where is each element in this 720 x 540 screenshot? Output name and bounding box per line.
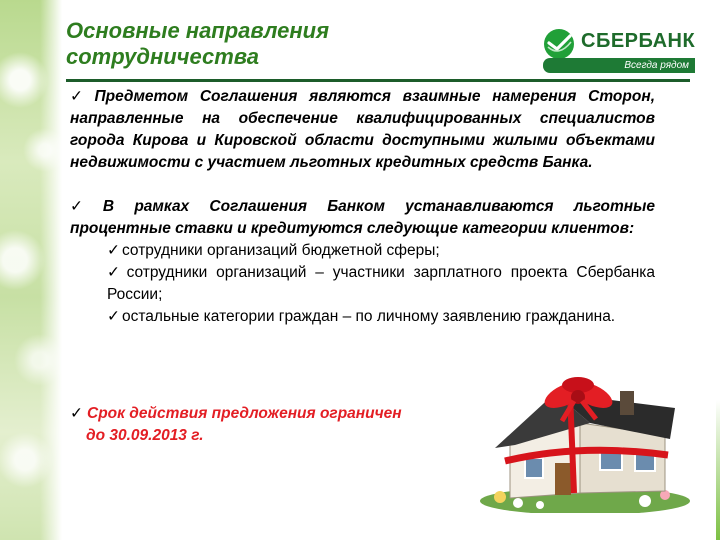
decorative-right-line	[716, 400, 720, 540]
page-title	[66, 18, 486, 70]
sberbank-logo-icon	[543, 28, 575, 60]
decorative-left-strip	[0, 0, 62, 540]
category-item-text: сотрудники организаций бюджетной сферы;	[122, 242, 440, 259]
deadline-notice	[70, 403, 480, 447]
paragraph-agreement-subject	[70, 86, 655, 174]
checkmark-icon: ✓	[70, 88, 91, 105]
paragraph-1-text: Предметом Соглашения являются взаимные намерения Сторон, направленные на обеспечение квалифицированных специалистов города Кирова и Кировской области доступными жилыми объектами недвижимости с участием льготных кредитных средств Банка.	[70, 88, 655, 171]
paragraph-2-text: В рамках Соглашения Банком устанавливаются льготные процентные ставки и кредитуются следующие категории клиентов:	[70, 198, 655, 237]
deadline-line-2: до 30.09.2013 г.	[86, 427, 204, 444]
page-title-line-1: Основные направления	[66, 18, 330, 43]
main-content	[70, 86, 655, 328]
checkmark-icon: ✓	[107, 308, 120, 325]
paragraph-client-categories	[70, 196, 655, 240]
list-item	[107, 306, 655, 328]
checkmark-icon: ✓	[70, 198, 99, 215]
list-item	[107, 240, 655, 262]
list-item	[107, 262, 655, 306]
logo-name: СБЕРБАНК	[581, 30, 696, 52]
deadline-line-1: Срок действия предложения ограничен	[87, 405, 402, 422]
checkmark-icon: ✓	[107, 264, 125, 281]
checkmark-icon: ✓	[70, 405, 83, 422]
logo-tagline: Всегда рядом	[543, 58, 695, 73]
checkmark-icon: ✓	[107, 242, 120, 259]
header-divider	[66, 79, 690, 82]
category-item-text: сотрудники организаций – участники зарплатного проекта Сбербанка России;	[107, 264, 655, 303]
category-item-text: остальные категории граждан – по личному заявлению гражданина.	[122, 308, 616, 325]
sberbank-logo	[543, 26, 695, 74]
gift-house-image	[470, 373, 700, 513]
page-title-line-2: сотрудничества	[66, 44, 260, 69]
